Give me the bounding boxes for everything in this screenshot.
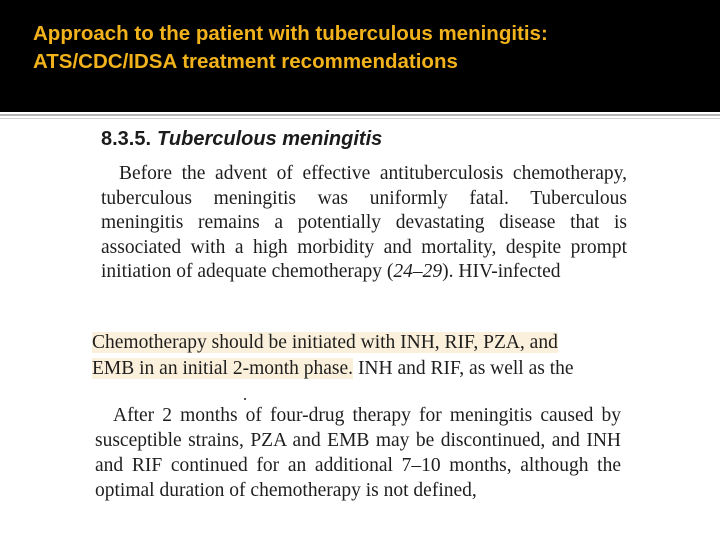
excerpt-continuation-phase: [0, 403, 720, 513]
highlighted-line-1: Chemotherapy should be initiated with INH, RIF, PZA, and: [92, 332, 558, 353]
section-title: Tuberculous meningitis: [157, 128, 383, 150]
header-divider: [0, 114, 720, 116]
citation: 24–29: [393, 261, 443, 282]
excerpt-section-8-3-5: [0, 124, 720, 302]
intro-text: Before the advent of effective antituberculosis chemotherapy, tuberculous meningitis was uniformly fatal. Tuberculous meningitis remains a potentially devastating disease that is associated with a high morbidity and mortality, despite prompt initiation of adequate chemotherapy (: [101, 163, 627, 282]
excerpt-initial-phase: [0, 330, 720, 390]
slide-header: [0, 0, 720, 112]
slide-title-line-2: ATS/CDC/IDSA treatment recommendations: [33, 50, 458, 73]
initial-phase-paragraph: [92, 330, 632, 382]
initial-phase-rest: INH and RIF, as well as the: [353, 358, 574, 379]
slide-title-line-1: Approach to the patient with tuberculous meningitis:: [33, 22, 548, 45]
slide-title: [33, 20, 703, 76]
intro-paragraph: [101, 162, 627, 285]
continuation-paragraph: After 2 months of four-drug therapy for meningitis caused by susceptible strains, PZA and EMB may be discontinued, and INH and RIF continued for an additional 7–10 months, although the optimal duration of chemotherapy is not defined,: [95, 405, 621, 501]
scan-mark: [244, 398, 246, 400]
excerpt-crop-mask: [96, 294, 636, 308]
header-divider-thin: [0, 118, 720, 119]
section-number: 8.3.5.: [101, 128, 152, 150]
section-heading: [101, 126, 382, 152]
highlighted-line-2: EMB in an initial 2-month phase.: [92, 358, 354, 379]
intro-text-end: ). HIV-infected: [442, 261, 561, 282]
